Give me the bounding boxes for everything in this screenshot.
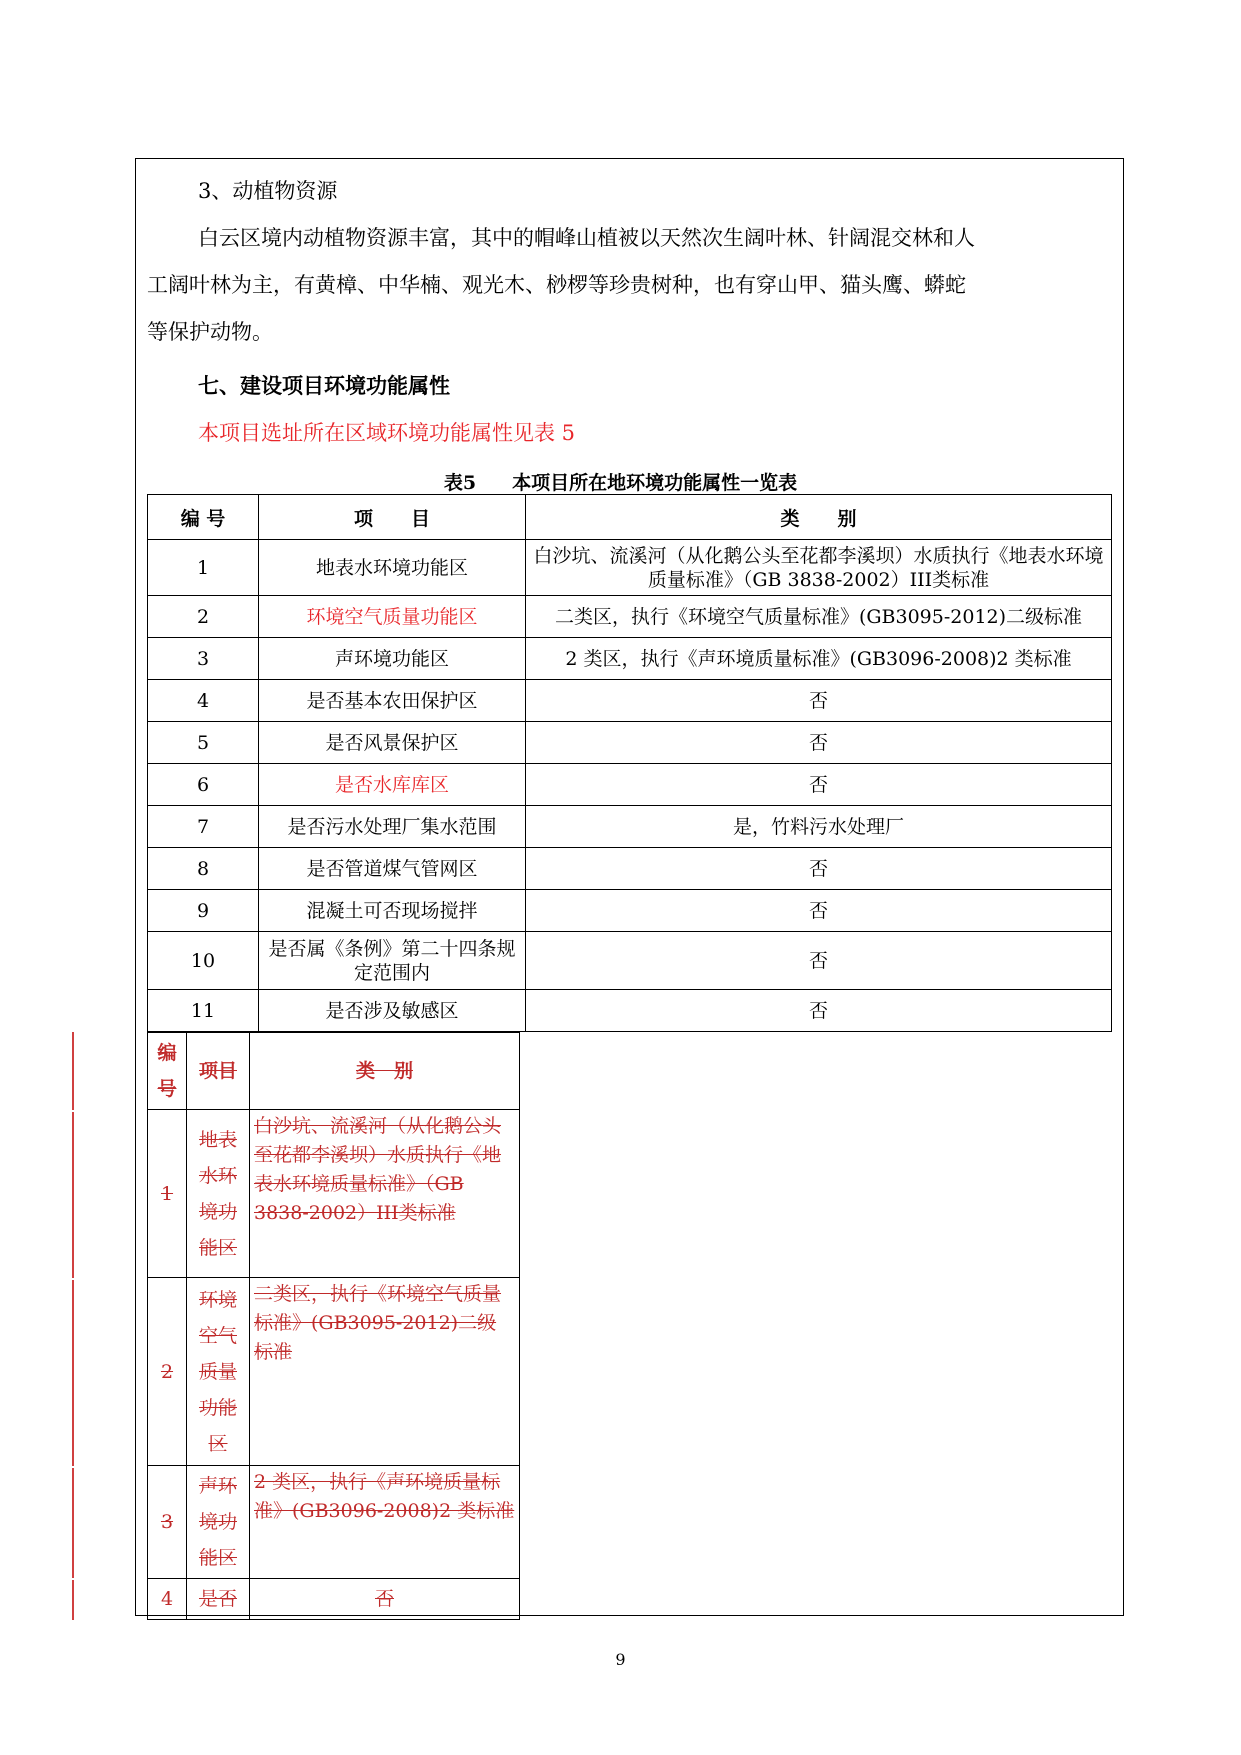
row-item: 地表水环境功能区 — [259, 540, 526, 596]
deleted-header-category: 类 别 — [250, 1033, 520, 1110]
deleted-row-category: 2 类区，执行《声环境质量标准》(GB3096-2008)2 类标准 — [250, 1466, 520, 1579]
row-item: 是否风景保护区 — [259, 722, 526, 764]
row-category: 白沙坑、流溪河（从化鹅公头至花都李溪坝）水质执行《地表水环境质量标准》（GB 3838-2002）III类标准 — [526, 540, 1112, 596]
row-category: 否 — [526, 722, 1112, 764]
row-item: 是否水库库区 — [259, 764, 526, 806]
revision-mark — [72, 1468, 74, 1578]
page-number: 9 — [615, 1650, 626, 1669]
table-row — [148, 848, 1112, 890]
paragraph-line-3: 等保护动物。 — [147, 320, 273, 344]
deleted-row-no: 1 — [148, 1110, 187, 1278]
row-category: 否 — [526, 990, 1112, 1032]
table-row — [148, 890, 1112, 932]
deleted-row — [148, 1110, 520, 1278]
row-item: 是否属《条例》第二十四条规定范围内 — [259, 932, 526, 990]
intro-red-text: 本项目选址所在区域环境功能属性见表 5 — [198, 421, 576, 445]
row-no: 7 — [148, 806, 259, 848]
row-no: 4 — [148, 680, 259, 722]
row-item: 混凝土可否现场搅拌 — [259, 890, 526, 932]
row-category: 二类区，执行《环境空气质量标准》(GB3095-2012)二级标准 — [526, 596, 1112, 638]
table-caption — [0, 468, 1241, 495]
deleted-row-no: 3 — [148, 1466, 187, 1579]
row-no: 9 — [148, 890, 259, 932]
row-category: 2 类区，执行《声环境质量标准》(GB3096-2008)2 类标准 — [526, 638, 1112, 680]
header-category: 类 别 — [526, 495, 1112, 540]
row-no: 8 — [148, 848, 259, 890]
row-no: 10 — [148, 932, 259, 990]
deleted-row — [148, 1466, 520, 1579]
row-item: 环境空气质量功能区 — [259, 596, 526, 638]
deleted-table — [147, 1032, 520, 1620]
table-row — [148, 932, 1112, 990]
env-attributes-table — [147, 494, 1112, 1032]
deleted-row-item: 声环境功能区 — [187, 1466, 250, 1579]
row-category: 否 — [526, 680, 1112, 722]
heading-section-7: 七、建设项目环境功能属性 — [198, 373, 450, 398]
deleted-row-no: 4 — [148, 1579, 187, 1620]
deleted-row-no: 2 — [148, 1278, 187, 1466]
deleted-row — [148, 1579, 520, 1620]
table-row — [148, 990, 1112, 1032]
revision-mark — [72, 1280, 74, 1466]
caption-label: 表5 — [443, 472, 477, 494]
paragraph-line-2: 工阔叶林为主，有黄樟、中华楠、观光木、桫椤等珍贵树种，也有穿山甲、猫头鹰、蟒蛇 — [147, 273, 966, 297]
row-category: 否 — [526, 890, 1112, 932]
row-category: 否 — [526, 764, 1112, 806]
table-header-row — [148, 495, 1112, 540]
deleted-row-category: 二类区，执行《环境空气质量标准》(GB3095-2012)二级标准 — [250, 1278, 520, 1466]
header-item: 项 目 — [259, 495, 526, 540]
row-no: 6 — [148, 764, 259, 806]
deleted-row-item: 是否 — [187, 1579, 250, 1620]
deleted-row — [148, 1278, 520, 1466]
row-category: 是，竹料污水处理厂 — [526, 806, 1112, 848]
table-row — [148, 722, 1112, 764]
deleted-header-no: 编号 — [148, 1033, 187, 1110]
row-no: 1 — [148, 540, 259, 596]
deleted-row-category: 白沙坑、流溪河（从化鹅公头至花都李溪坝）水质执行《地表水环境质量标准》（GB 3838-2002）III类标准 — [250, 1110, 520, 1278]
row-item: 声环境功能区 — [259, 638, 526, 680]
deleted-row-item: 地表水环境功能区 — [187, 1110, 250, 1278]
table-row — [148, 680, 1112, 722]
row-item: 是否基本农田保护区 — [259, 680, 526, 722]
deleted-row-category: 否 — [250, 1579, 520, 1620]
deleted-row-item: 环境空气质量功能区 — [187, 1278, 250, 1466]
revision-mark — [72, 1580, 74, 1620]
revision-mark — [72, 1112, 74, 1278]
table-row — [148, 806, 1112, 848]
row-no: 3 — [148, 638, 259, 680]
deleted-header-row — [148, 1033, 520, 1110]
row-no: 5 — [148, 722, 259, 764]
row-item: 是否污水处理厂集水范围 — [259, 806, 526, 848]
row-no: 2 — [148, 596, 259, 638]
row-no: 11 — [148, 990, 259, 1032]
deleted-header-item: 项目 — [187, 1033, 250, 1110]
table-row — [148, 764, 1112, 806]
table-row — [148, 540, 1112, 596]
caption-title: 本项目所在地环境功能属性一览表 — [512, 472, 798, 494]
row-item: 是否管道煤气管网区 — [259, 848, 526, 890]
row-category: 否 — [526, 848, 1112, 890]
row-category: 否 — [526, 932, 1112, 990]
header-no: 编 号 — [148, 495, 259, 540]
row-item: 是否涉及敏感区 — [259, 990, 526, 1032]
table-row — [148, 596, 1112, 638]
revision-mark — [72, 1032, 74, 1110]
paragraph-line-1: 白云区境内动植物资源丰富，其中的帽峰山植被以天然次生阔叶林、针阔混交林和人 — [198, 226, 975, 250]
table-row — [148, 638, 1112, 680]
heading-flora-fauna: 3、动植物资源 — [198, 179, 338, 203]
